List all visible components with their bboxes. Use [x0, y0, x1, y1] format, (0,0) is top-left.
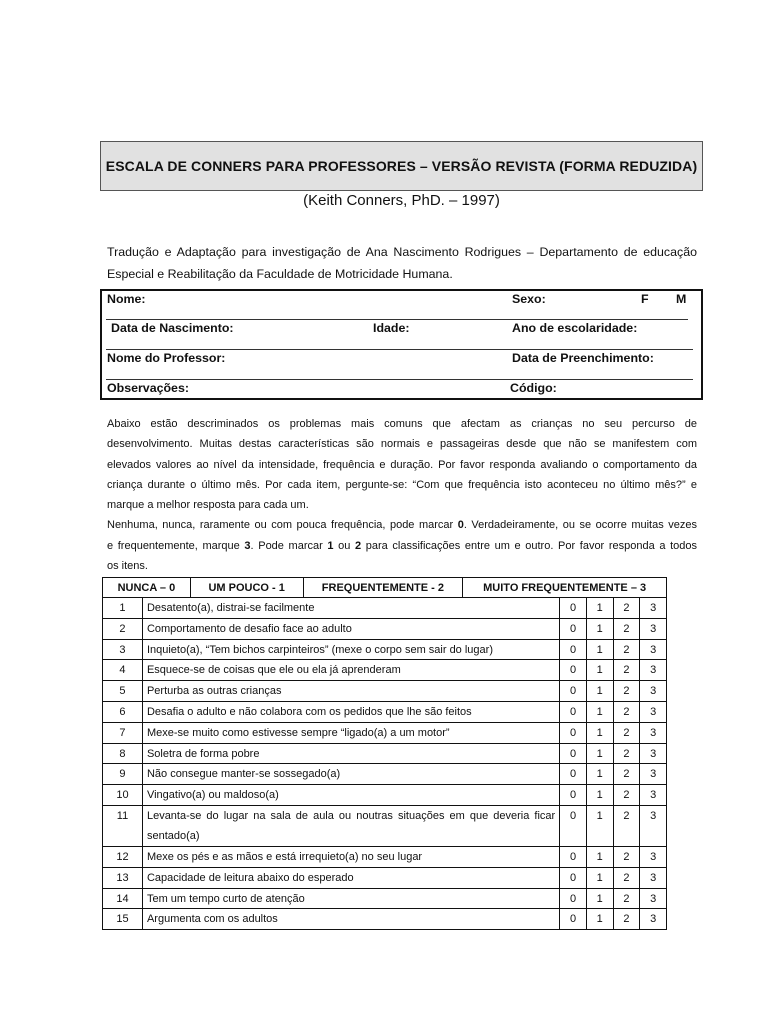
score-3-option[interactable]: 3 [640, 846, 667, 867]
item-number: 13 [103, 867, 143, 888]
instructions-text: para classificações entre um e outro. Por favor responda a todos [361, 539, 698, 552]
table-row [103, 701, 667, 722]
item-number: 12 [103, 846, 143, 867]
instructions-line: desenvolvimento. Muitas destas características são normais e passageiras desde que não se manifestem com [107, 438, 697, 451]
instructions-line: elevados valores ao nível da intensidade, frequência e duração. Por favor responda avaliando o comportamento da [107, 458, 697, 471]
item-description: Comportamento de desafio face ao adulto [142, 618, 559, 639]
item-number: 2 [103, 618, 143, 639]
sexo-label: Sexo: [512, 292, 546, 306]
score-3-option[interactable]: 3 [640, 701, 667, 722]
table-row [103, 598, 667, 619]
score-1-option[interactable]: 1 [586, 888, 613, 909]
instructions-bold: 0 [457, 519, 464, 532]
item-description: Desatento(a), distrai-se facilmente [142, 598, 559, 619]
table-row [103, 785, 667, 806]
score-1-option[interactable]: 1 [586, 909, 613, 930]
score-1-option[interactable]: 1 [586, 764, 613, 785]
score-0-option[interactable]: 0 [560, 722, 587, 743]
score-3-option[interactable]: 3 [640, 805, 667, 846]
table-row [103, 722, 667, 743]
score-3-option[interactable]: 3 [640, 618, 667, 639]
nome-professor-label: Nome do Professor: [107, 351, 226, 365]
score-2-option[interactable]: 2 [613, 867, 640, 888]
legend-muito-frequentemente: MUITO FREQUENTEMENTE – 3 [463, 578, 667, 598]
instructions-bold: 3 [244, 539, 251, 552]
item-description: Mexe-se muito como estivesse sempre “ligado(a) a um motor” [142, 722, 559, 743]
score-1-option[interactable]: 1 [586, 722, 613, 743]
score-0-option[interactable]: 0 [560, 660, 587, 681]
table-row [103, 660, 667, 681]
score-3-option[interactable]: 3 [640, 743, 667, 764]
ano-escolaridade-label: Ano de escolaridade: [512, 321, 638, 335]
score-0-option[interactable]: 0 [560, 764, 587, 785]
item-description: Não consegue manter-se sossegado(a) [142, 764, 559, 785]
nome-underline[interactable] [106, 319, 688, 320]
score-1-option[interactable]: 1 [586, 660, 613, 681]
table-row [103, 867, 667, 888]
score-0-option[interactable]: 0 [560, 846, 587, 867]
item-number: 5 [103, 681, 143, 702]
intro-paragraph [107, 241, 697, 285]
score-3-option[interactable]: 3 [640, 639, 667, 660]
score-0-option[interactable]: 0 [560, 681, 587, 702]
score-2-option[interactable]: 2 [613, 764, 640, 785]
score-3-option[interactable]: 3 [640, 888, 667, 909]
item-description: Levanta-se do lugar na sala de aula ou noutras situações em que deveria ficar sentado(a) [142, 805, 559, 846]
item-description: Capacidade de leitura abaixo do esperado [142, 867, 559, 888]
legend-frequentemente: FREQUENTEMENTE - 2 [303, 578, 463, 598]
score-2-option[interactable]: 2 [613, 598, 640, 619]
nascimento-underline[interactable] [106, 349, 693, 350]
score-2-option[interactable]: 2 [613, 785, 640, 806]
score-1-option[interactable]: 1 [586, 701, 613, 722]
score-2-option[interactable]: 2 [613, 681, 640, 702]
item-number: 10 [103, 785, 143, 806]
score-0-option[interactable]: 0 [560, 867, 587, 888]
table-row [103, 805, 667, 846]
score-3-option[interactable]: 3 [640, 660, 667, 681]
table-row [103, 846, 667, 867]
scale-legend [102, 577, 667, 598]
identification-box [100, 289, 703, 400]
score-2-option[interactable]: 2 [613, 909, 640, 930]
score-2-option[interactable]: 2 [613, 888, 640, 909]
instructions [107, 414, 697, 576]
score-3-option[interactable]: 3 [640, 681, 667, 702]
table-row [103, 909, 667, 930]
score-1-option[interactable]: 1 [586, 618, 613, 639]
score-2-option[interactable]: 2 [613, 660, 640, 681]
item-description: Argumenta com os adultos [142, 909, 559, 930]
instructions-text: e frequentemente, marque [107, 539, 245, 552]
item-number: 11 [103, 805, 143, 846]
instructions-text: . Pode marcar [250, 539, 328, 552]
score-2-option[interactable]: 2 [613, 743, 640, 764]
instructions-line: criança durante o último mês. Por cada item, pergunte-se: “Com que frequência isto aconteceu no último mês?” e [107, 478, 697, 491]
sex-option-m[interactable]: M [676, 292, 687, 306]
item-description: Vingativo(a) ou maldoso(a) [142, 785, 559, 806]
score-1-option[interactable]: 1 [586, 743, 613, 764]
item-number: 8 [103, 743, 143, 764]
score-3-option[interactable]: 3 [640, 867, 667, 888]
score-1-option[interactable]: 1 [586, 867, 613, 888]
score-2-option[interactable]: 2 [613, 701, 640, 722]
score-0-option[interactable]: 0 [560, 598, 587, 619]
table-row [103, 618, 667, 639]
data-preenchimento-label: Data de Preenchimento: [512, 351, 654, 365]
score-0-option[interactable]: 0 [560, 701, 587, 722]
nome-label: Nome: [107, 292, 146, 306]
item-number: 14 [103, 888, 143, 909]
instructions-text: . Verdadeiramente, ou se ocorre muitas vezes [463, 519, 697, 532]
instructions-text: Nenhuma, nunca, raramente ou com pouca frequência, pode marcar [107, 519, 458, 532]
item-number: 15 [103, 909, 143, 930]
score-0-option[interactable]: 0 [560, 909, 587, 930]
item-description: Tem um tempo curto de atenção [142, 888, 559, 909]
score-1-option[interactable]: 1 [586, 681, 613, 702]
score-2-option[interactable]: 2 [613, 639, 640, 660]
professor-underline[interactable] [106, 379, 693, 380]
item-number: 9 [103, 764, 143, 785]
instructions-line [107, 515, 697, 535]
score-2-option[interactable]: 2 [613, 722, 640, 743]
score-0-option[interactable]: 0 [560, 618, 587, 639]
item-description: Desafia o adulto e não colabora com os pedidos que lhe são feitos [142, 701, 559, 722]
item-number: 1 [103, 598, 143, 619]
instructions-line [107, 536, 697, 556]
table-row [103, 639, 667, 660]
score-3-option[interactable]: 3 [640, 722, 667, 743]
score-2-option[interactable]: 2 [613, 846, 640, 867]
score-2-option[interactable]: 2 [613, 805, 640, 846]
instructions-line: os itens. [107, 560, 148, 573]
legend-nunca: NUNCA – 0 [103, 578, 191, 598]
score-1-option[interactable]: 1 [586, 639, 613, 660]
legend-um-pouco: UM POUCO - 1 [190, 578, 303, 598]
intro-line-2: Especial e Reabilitação da Faculdade de Motricidade Humana. [107, 267, 453, 281]
score-0-option[interactable]: 0 [560, 785, 587, 806]
instructions-line: Abaixo estão descriminados os problemas mais comuns que afectam as crianças no seu percurso de [107, 418, 697, 430]
item-description: Soletra de forma pobre [142, 743, 559, 764]
item-number: 6 [103, 701, 143, 722]
table-row [103, 681, 667, 702]
observacoes-label: Observações: [107, 381, 189, 395]
instructions-bold: 2 [355, 539, 362, 552]
score-1-option[interactable]: 1 [586, 805, 613, 846]
instructions-bold: 1 [327, 539, 334, 552]
table-row [103, 888, 667, 909]
score-3-option[interactable]: 3 [640, 598, 667, 619]
item-description: Inquieto(a), “Tem bichos carpinteiros” (mexe o corpo sem sair do lugar) [142, 639, 559, 660]
score-0-option[interactable]: 0 [560, 888, 587, 909]
table-row [103, 743, 667, 764]
form-title [100, 141, 703, 191]
score-3-option[interactable]: 3 [640, 785, 667, 806]
score-0-option[interactable]: 0 [560, 805, 587, 846]
item-description: Perturba as outras crianças [142, 681, 559, 702]
form-subtitle: (Keith Conners, PhD. – 1997) [303, 192, 500, 209]
item-description: Mexe os pés e as mãos e está irrequieto(a) no seu lugar [142, 846, 559, 867]
instructions-text: ou [333, 539, 356, 552]
score-1-option[interactable]: 1 [586, 846, 613, 867]
items-table [102, 597, 667, 930]
score-2-option[interactable]: 2 [613, 618, 640, 639]
score-0-option[interactable]: 0 [560, 743, 587, 764]
table-row [103, 764, 667, 785]
score-1-option[interactable]: 1 [586, 785, 613, 806]
score-3-option[interactable]: 3 [640, 909, 667, 930]
item-number: 3 [103, 639, 143, 660]
item-number: 4 [103, 660, 143, 681]
instructions-line: marque a melhor resposta para cada um. [107, 499, 309, 512]
idade-label: Idade: [373, 321, 410, 335]
item-description: Esquece-se de coisas que ele ou ela já aprenderam [142, 660, 559, 681]
score-1-option[interactable]: 1 [586, 598, 613, 619]
data-nascimento-label: Data de Nascimento: [111, 321, 234, 335]
sex-option-f[interactable]: F [641, 292, 649, 306]
score-3-option[interactable]: 3 [640, 764, 667, 785]
score-0-option[interactable]: 0 [560, 639, 587, 660]
item-number: 7 [103, 722, 143, 743]
intro-line-1: Tradução e Adaptação para investigação de Ana Nascimento Rodrigues – Departamento de educação [107, 245, 697, 259]
codigo-label: Código: [510, 381, 557, 395]
form-title-text: ESCALA DE CONNERS PARA PROFESSORES – VERSÃO REVISTA (FORMA REDUZIDA) [105, 158, 698, 174]
